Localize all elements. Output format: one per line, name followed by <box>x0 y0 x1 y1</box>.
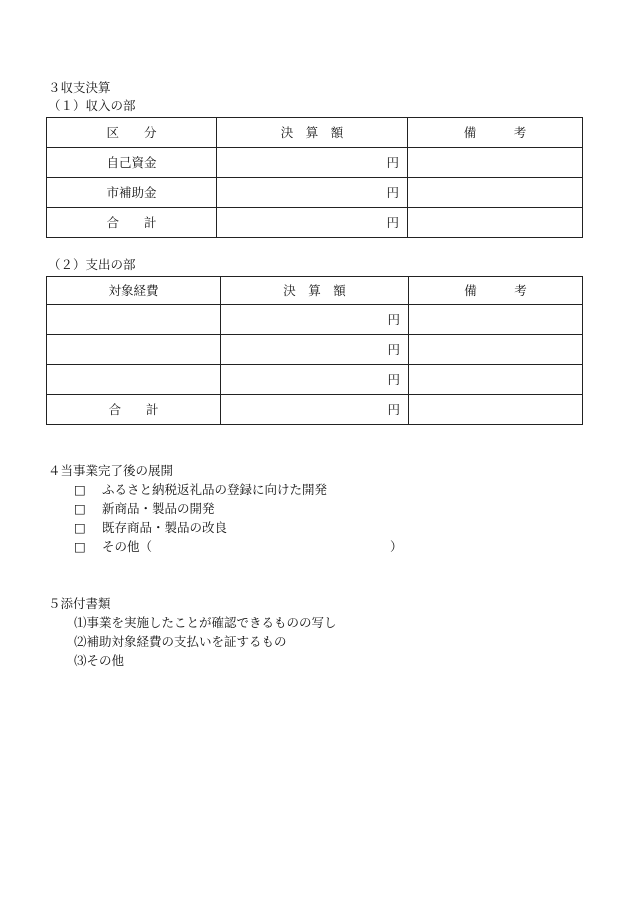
expense-total-label: 合 計 <box>47 395 221 425</box>
table-row <box>47 335 583 365</box>
income-header-category: 区 分 <box>47 118 217 148</box>
income-row-amount: 円 <box>217 148 408 178</box>
list-item: ⑴事業を実施したことが確認できるものの写し <box>74 615 337 630</box>
income-total-label: 合 計 <box>47 208 217 238</box>
expense-subtitle: （２）支出の部 <box>48 257 136 272</box>
checkbox-icon[interactable]: □ <box>74 539 86 554</box>
expense-total-amount: 円 <box>221 395 409 425</box>
expense-row-amount: 円 <box>221 365 409 395</box>
expense-row-label <box>47 335 221 365</box>
income-table <box>46 117 583 238</box>
checkbox-option[interactable] <box>74 520 227 536</box>
checkbox-option[interactable] <box>74 501 215 517</box>
list-item: ⑶その他 <box>74 653 125 668</box>
checkbox-icon[interactable]: □ <box>74 520 86 535</box>
checkbox-option[interactable] <box>74 482 327 498</box>
table-row <box>47 178 583 208</box>
expense-row-label <box>47 365 221 395</box>
income-row-label: 自己資金 <box>47 148 217 178</box>
expense-header-notes: 備 考 <box>409 277 583 305</box>
table-row <box>47 148 583 178</box>
income-row-label: 市補助金 <box>47 178 217 208</box>
list-item: ⑵補助対象経費の支払いを証するもの <box>74 634 287 649</box>
checkbox-label: 新商品・製品の開発 <box>102 501 215 516</box>
income-row-note <box>408 178 583 208</box>
checkbox-label: その他（ <box>102 539 153 554</box>
section3-title: ３収支決算 <box>48 80 111 95</box>
expense-header-amount: 決 算 額 <box>221 277 409 305</box>
checkbox-icon[interactable]: □ <box>74 501 86 516</box>
section4-title: ４当事業完了後の展開 <box>48 463 174 478</box>
expense-row-label <box>47 305 221 335</box>
income-row-amount: 円 <box>217 178 408 208</box>
expense-row-amount: 円 <box>221 335 409 365</box>
income-header-row <box>47 118 583 148</box>
section5-title: ５添付書類 <box>48 596 111 611</box>
checkbox-label: ふるさと納税返礼品の登録に向けた開発 <box>102 482 328 497</box>
expense-row-amount: 円 <box>221 305 409 335</box>
table-row <box>47 395 583 425</box>
income-subtitle: （１）収入の部 <box>48 98 136 113</box>
expense-row-note <box>409 335 583 365</box>
checkbox-label: 既存商品・製品の改良 <box>102 520 228 535</box>
income-total-amount: 円 <box>217 208 408 238</box>
expense-total-note <box>409 395 583 425</box>
expense-row-note <box>409 305 583 335</box>
income-header-amount: 決 算 額 <box>217 118 408 148</box>
table-row <box>47 305 583 335</box>
income-header-notes: 備 考 <box>408 118 583 148</box>
checkbox-icon[interactable]: □ <box>74 482 86 497</box>
income-row-note <box>408 148 583 178</box>
other-close-paren: ） <box>390 539 403 554</box>
table-row <box>47 208 583 238</box>
expense-row-note <box>409 365 583 395</box>
income-total-note <box>408 208 583 238</box>
checkbox-option-other[interactable] <box>74 539 152 555</box>
expense-table <box>46 276 583 425</box>
table-row <box>47 365 583 395</box>
expense-header-row <box>47 277 583 305</box>
expense-header-item: 対象経費 <box>47 277 221 305</box>
